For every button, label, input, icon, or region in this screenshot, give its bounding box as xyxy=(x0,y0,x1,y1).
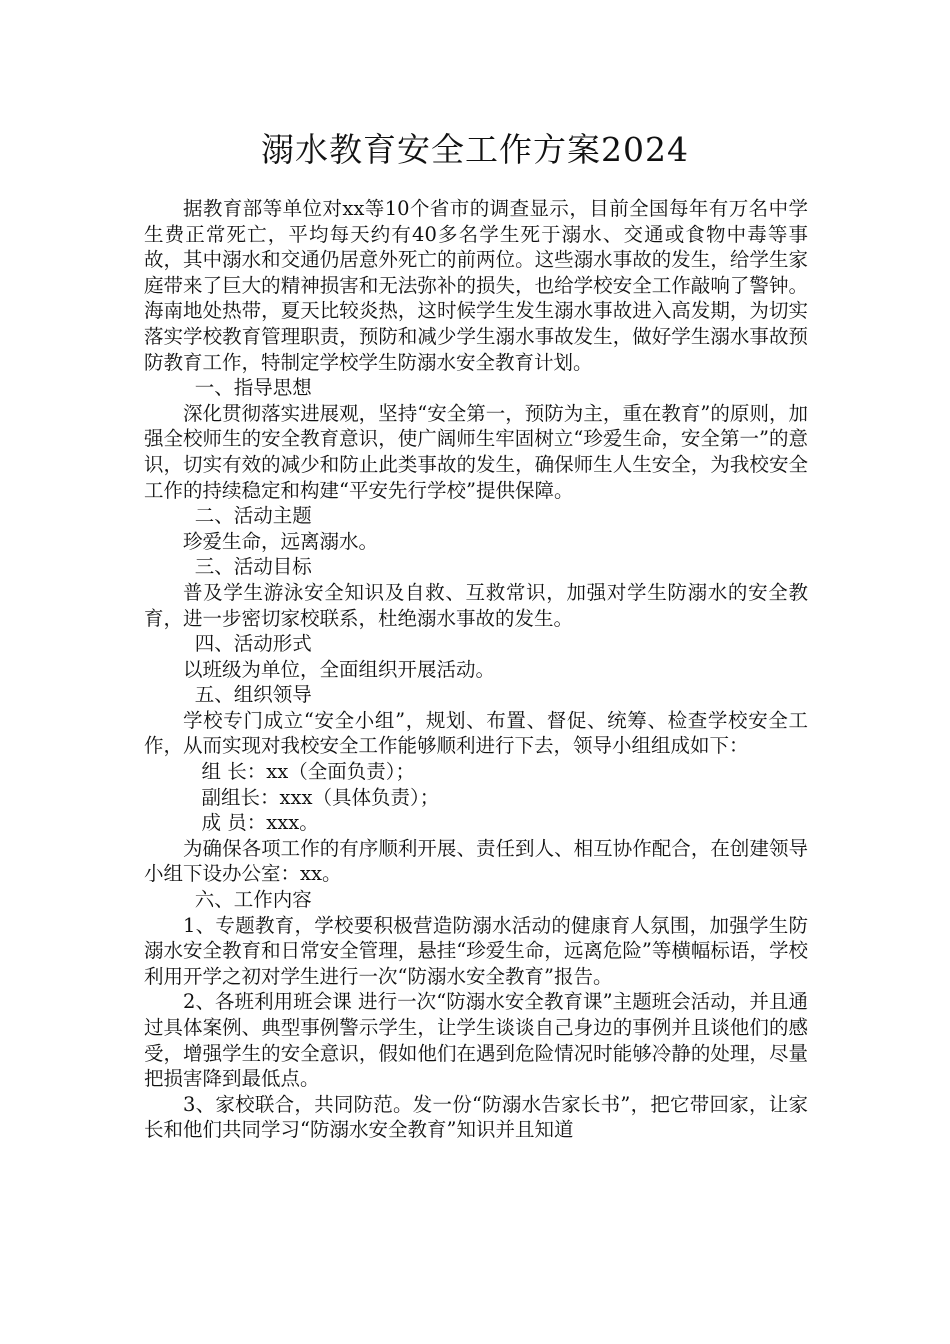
work-item-2: 2、各班利用班会课 进行一次“防溺水安全教育课”主题班会活动，并且通过具体案例、典型事例警示学生，让学生谈谈自己身边的事例并且谈他们的感受，增强学生的安全意识，假如他们在遇到危险情况时能够冷静的处理，尽量把损害降到最低点。 xyxy=(144,990,808,1091)
section-heading-guiding-ideology: 一、指导思想 xyxy=(194,376,312,400)
document-title: 溺水教育安全工作方案2024 xyxy=(261,130,689,169)
section-heading-work-content: 六、工作内容 xyxy=(194,888,312,912)
work-item-1: 1、专题教育，学校要积极营造防溺水活动的健康育人氛围，加强学生防溺水安全教育和日常安全管理，悬挂“珍爱生命，远离危险”等横幅标语，学校利用开学之初对学生进行一次“防溺水安全教育”报告。 xyxy=(144,913,808,988)
section-heading-activity-theme: 二、活动主题 xyxy=(194,504,312,528)
section-heading-activity-goal: 三、活动目标 xyxy=(194,555,312,579)
guiding-ideology-paragraph: 深化贯彻落实进展观，坚持“安全第一，预防为主，重在教育”的原则，加强全校师生的安全教育意识，使广阔师生牢固树立“珍爱生命，安全第一”的意识，切实有效的减少和防止此类事故的发生，确保师生人生安全，为我校安全工作的持续稳定和构建“平安先行学校”提供保障。 xyxy=(144,401,808,502)
section-heading-activity-form: 四、活动形式 xyxy=(194,632,312,656)
activity-theme-paragraph: 珍爱生命，远离溺水。 xyxy=(183,529,379,553)
leadership-paragraph: 学校专门成立“安全小组”，规划、布置、督促、统筹、检查学校安全工作，从而实现对我校安全工作能够顺利进行下去，领导小组组成如下： xyxy=(144,708,808,758)
activity-form-paragraph: 以班级为单位，全面组织开展活动。 xyxy=(183,657,496,681)
leader-line: 组 长：xx（全面负责）； xyxy=(201,760,415,784)
section-heading-leadership: 五、组织领导 xyxy=(194,683,312,707)
office-paragraph: 为确保各项工作的有序顺利开展、责任到人、相互协作配合，在创建领导小组下设办公室：xx。 xyxy=(144,836,808,886)
intro-paragraph: 据教育部等单位对xx等10个省市的调查显示，目前全国每年有万名中学生费正常死亡，平均每天约有40多名学生死于溺水、交通或食物中毒等事故，其中溺水和交通仍居意外死亡的前两位。这些溺水事故的发生，给学生家庭带来了巨大的精神损害和无法弥补的损失，也给学校安全工作敲响了警钟。海南地处热带，夏天比较炎热，这时候学生发生溺水事故进入高发期，为切实落实学校教育管理职责，预防和减少学生溺水事故发生，做好学生溺水事故预防教育工作，特制定学校学生防溺水安全教育计划。 xyxy=(144,197,808,374)
deputy-leader-line: 副组长：xxx（具体负责）； xyxy=(201,785,440,809)
activity-goal-paragraph: 普及学生游泳安全知识及自救、互救常识，加强对学生防溺水的安全教育，进一步密切家校联系，杜绝溺水事故的发生。 xyxy=(144,580,808,630)
work-item-3: 3、家校联合，共同防范。发一份“防溺水告家长书”，把它带回家，让家长和他们共同学习“防溺水安全教育”知识并且知道 xyxy=(144,1092,808,1142)
members-line: 成 员：xxx。 xyxy=(201,811,319,835)
document-body xyxy=(144,196,808,1143)
